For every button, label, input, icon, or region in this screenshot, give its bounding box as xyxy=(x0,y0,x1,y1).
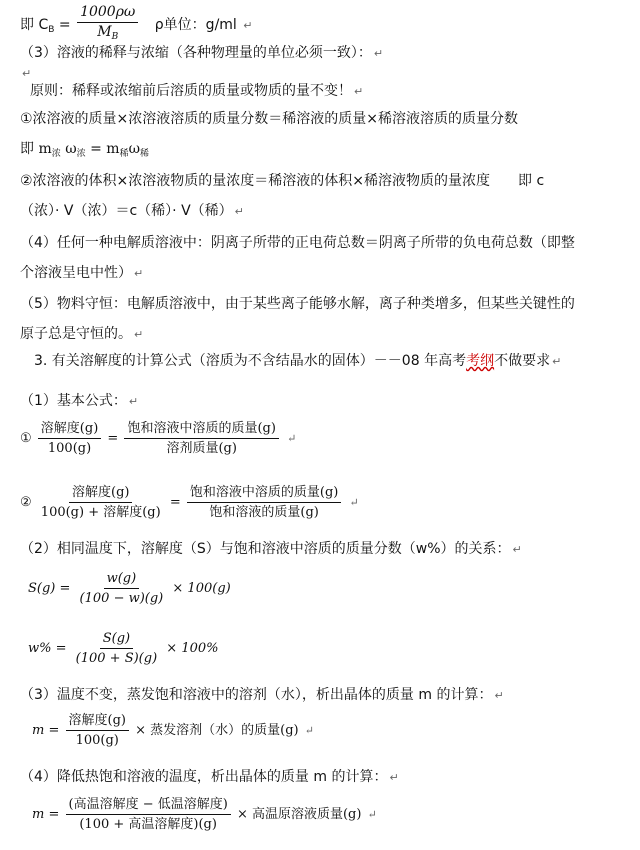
rhs: × 100(g) xyxy=(172,581,231,596)
fraction xyxy=(66,796,231,833)
line-atom-conservation xyxy=(20,325,143,344)
fraction xyxy=(66,712,129,749)
denominator: (100 − w)(g) xyxy=(79,591,164,606)
text: 原则：稀释或浓缩前后溶质的质量或物质的量不变！ xyxy=(30,83,352,99)
line-cooling-heading xyxy=(20,768,399,787)
subscript: B xyxy=(48,25,55,35)
circle-marker: ① xyxy=(20,431,32,446)
fraction xyxy=(38,484,164,521)
text: ω xyxy=(128,141,140,157)
lhs: m = xyxy=(32,807,60,822)
line-mass-conservation xyxy=(20,295,575,313)
text: （浓）· V（浓）＝c（稀）· V（稀） xyxy=(20,203,233,219)
rhs: × 蒸发溶剂（水）的质量(g) xyxy=(135,723,299,738)
rhs: × 100% xyxy=(166,641,219,656)
paragraph-mark: ↵ xyxy=(512,543,522,556)
fraction xyxy=(124,420,278,457)
fraction xyxy=(73,630,161,667)
numerator: S(g) xyxy=(100,630,133,649)
unit-text: ρ单位：g/ml xyxy=(154,17,237,33)
rhs: × 高温原溶液质量(g) xyxy=(236,807,362,822)
lhs: S(g) = xyxy=(28,581,71,596)
formula-2 xyxy=(20,484,359,521)
numerator: w(g) xyxy=(104,570,140,589)
formula-3 xyxy=(28,570,231,607)
denominator: (100 + 高温溶解度)(g) xyxy=(79,817,217,832)
formula-4 xyxy=(28,630,219,667)
paragraph-mark: ↵ xyxy=(243,19,253,32)
numerator: (高温溶解度 − 低温溶解度) xyxy=(66,796,231,815)
paragraph-mark: ↵ xyxy=(494,689,504,702)
denominator: 100(g) xyxy=(75,733,119,748)
text: 3. 有关溶解度的计算公式（溶质为不含结晶水的固体）－－08 年高考 xyxy=(34,353,467,369)
line-principle xyxy=(30,82,363,101)
text: 原子总是守恒的。 xyxy=(20,326,132,342)
paragraph-mark: ↵ xyxy=(128,395,139,408)
text: （3）溶液的稀释与浓缩（各种物理量的单位必须一致）： xyxy=(20,45,372,61)
text: （3）温度不变，蒸发饱和溶液中的溶剂（水），析出晶体的质量 m 的计算： xyxy=(20,687,493,703)
text: = m xyxy=(90,141,120,157)
text: 即 C xyxy=(20,17,49,33)
paragraph-mark: ↵ xyxy=(389,771,399,784)
numerator: 溶解度(g) xyxy=(66,712,129,731)
formula-1 xyxy=(20,420,296,457)
equals: = xyxy=(107,431,119,446)
text: 即 m xyxy=(20,141,52,157)
formula-5 xyxy=(32,712,314,749)
formula-6 xyxy=(32,796,377,833)
fraction xyxy=(187,484,341,521)
subscript: 稀 xyxy=(140,149,150,159)
line-mass-rule xyxy=(20,110,518,128)
fraction xyxy=(77,4,138,46)
denominator: 100(g) + 溶解度(g) xyxy=(40,505,161,520)
denominator: 饱和溶液的质量(g) xyxy=(209,505,319,520)
lhs: m = xyxy=(32,723,60,738)
text: 不做要求 xyxy=(494,353,551,369)
paragraph-mark: ↵ xyxy=(552,355,562,368)
numerator: 饱和溶液中溶质的质量(g) xyxy=(124,420,278,439)
line-charge-balance xyxy=(20,234,575,252)
paragraph-mark: ↵ xyxy=(134,328,144,341)
subscript: 浓 xyxy=(51,149,61,159)
subscript: 浓 xyxy=(76,149,86,159)
paragraph-mark: ↵ xyxy=(367,808,377,821)
den-sub: B xyxy=(111,32,119,42)
text: （1）基本公式： xyxy=(20,393,127,409)
lhs: w% = xyxy=(28,641,67,656)
paragraph-mark: ↵ xyxy=(22,67,32,80)
den-text: M xyxy=(97,24,112,40)
subscript: 稀 xyxy=(119,149,129,159)
text: （2）相同温度下，溶解度（S）与饱和溶液中溶质的质量分数（w%）的关系： xyxy=(20,541,511,557)
equals: = xyxy=(169,495,181,510)
line-basic-formula xyxy=(20,392,138,411)
text: ②浓溶液的体积×浓溶液物质的量浓度＝稀溶液的体积×稀溶液物质的量浓度 即 c xyxy=(20,173,545,189)
circle-marker: ② xyxy=(20,495,32,510)
paragraph-mark: ↵ xyxy=(304,724,314,737)
numerator: 溶解度(g) xyxy=(69,484,132,503)
line-volume-equation xyxy=(20,202,244,221)
paragraph-mark: ↵ xyxy=(134,267,144,280)
numerator: 溶解度(g) xyxy=(38,420,101,439)
line-solubility-heading xyxy=(34,352,561,371)
text: （5）物料守恒：电解质溶液中，由于某些离子能够水解，离子种类增多，但某些关键性的 xyxy=(20,296,575,312)
line-neutrality xyxy=(20,264,143,283)
empty-line xyxy=(20,64,31,83)
denominator: 溶剂质量(g) xyxy=(166,441,237,456)
line-evaporation-heading xyxy=(20,686,504,705)
line-volume-rule xyxy=(20,172,544,190)
line-mass-equation xyxy=(20,140,149,163)
paragraph-mark: ↵ xyxy=(287,432,297,445)
line-relation-heading xyxy=(20,540,522,559)
text: （4）任何一种电解质溶液中：阴离子所带的正电荷总数＝阴离子所带的负电荷总数（即整 xyxy=(20,235,575,251)
line-concentration-formula xyxy=(20,4,253,46)
spellcheck-word: 考纲 xyxy=(466,353,495,369)
paragraph-mark: ↵ xyxy=(234,205,244,218)
text: （4）降低热饱和溶液的温度，析出晶体的质量 m 的计算： xyxy=(20,769,388,785)
text: ω xyxy=(60,141,77,157)
equals: = xyxy=(58,17,71,33)
fraction xyxy=(77,570,167,607)
text: ①浓溶液的质量×浓溶液溶质的质量分数＝稀溶液的质量×稀溶液溶质的质量分数 xyxy=(20,111,519,127)
denominator: 100(g) xyxy=(47,441,92,456)
paragraph-mark: ↵ xyxy=(373,47,384,60)
line-dilution-heading xyxy=(20,44,383,63)
fraction xyxy=(38,420,101,457)
text: 个溶液呈电中性） xyxy=(20,265,132,281)
denominator: (100 + S)(g) xyxy=(75,651,158,666)
denominator xyxy=(94,23,121,46)
numerator: 1000ρω xyxy=(77,4,138,23)
numerator: 饱和溶液中溶质的质量(g) xyxy=(187,484,341,503)
paragraph-mark: ↵ xyxy=(349,496,359,509)
paragraph-mark: ↵ xyxy=(354,85,364,98)
